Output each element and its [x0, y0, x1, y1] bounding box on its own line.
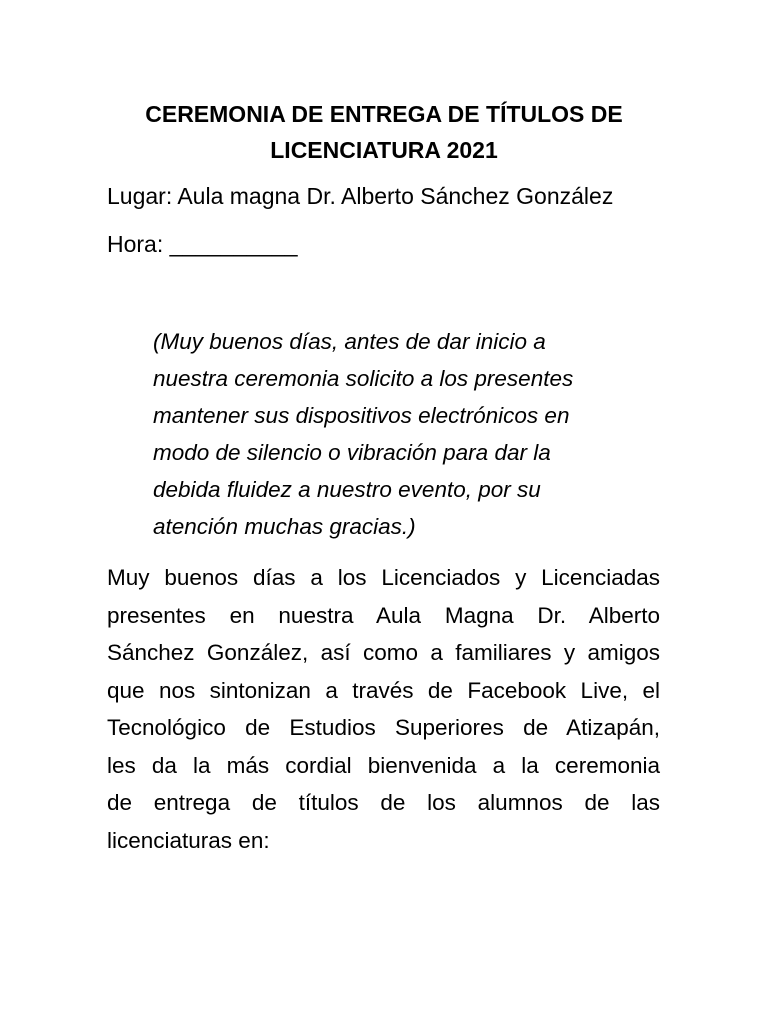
paragraph-line: licenciaturas en:: [107, 827, 270, 853]
paragraph-line: presentes en nuestra Aula Magna Dr. Alberto: [107, 602, 660, 628]
note-line: (Muy buenos días, antes de dar inicio a: [153, 329, 546, 354]
opening-note: [153, 323, 633, 545]
note-line: debida fluidez a nuestro evento, por su: [153, 477, 541, 502]
time-line: Hora: __________: [107, 231, 298, 257]
paragraph-line: Tecnológico de Estudios Superiores de Atizapán,: [107, 715, 660, 740]
location-line: Lugar: Aula magna Dr. Alberto Sánchez González: [107, 183, 614, 209]
welcome-paragraph: [107, 559, 660, 859]
note-line: mantener sus dispositivos electrónicos en: [153, 403, 570, 428]
paragraph-line: Muy buenos días a los Licenciados y Licenciadas: [107, 565, 660, 590]
paragraph-line: de entrega de títulos de los alumnos de las: [107, 790, 660, 815]
note-line: nuestra ceremonia solicito a los presentes: [153, 366, 574, 391]
paragraph-line: que nos sintonizan a través de Facebook Live, el: [107, 677, 660, 703]
paragraph-line: les da la más cordial bienvenida a la ceremonia: [107, 752, 660, 778]
title-line-2: LICENCIATURA 2021: [270, 137, 498, 163]
paragraph-line: Sánchez González, así como a familiares y amigos: [107, 640, 660, 665]
note-line: atención muchas gracias.): [153, 514, 416, 539]
title-line-1: CEREMONIA DE ENTREGA DE TÍTULOS DE: [145, 101, 623, 127]
document-title: [100, 96, 668, 168]
note-line: modo de silencio o vibración para dar la: [153, 440, 551, 465]
